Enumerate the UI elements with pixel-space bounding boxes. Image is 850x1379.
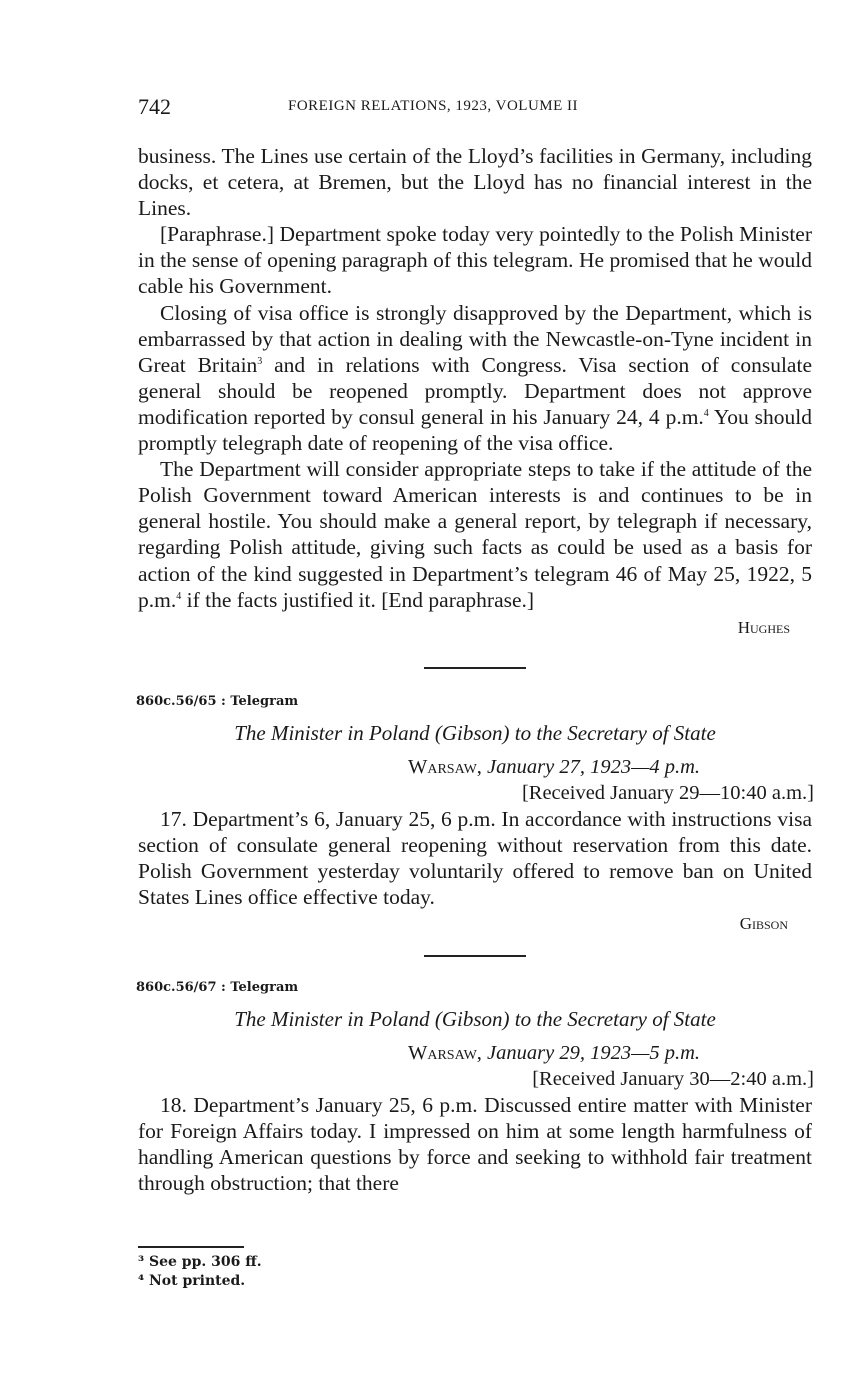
footnote-rule — [138, 1246, 244, 1248]
received-line: [Received January 30—2:40 a.m.] — [532, 1067, 814, 1090]
footnote-ref: 4 — [176, 590, 182, 602]
paragraph-text: and in relations with Congress. Visa section of consulate general should be reopened promptly. Department does not approve modification reported by consul general in his January 24, 4 p.m. — [138, 352, 812, 429]
footnote: ³ See pp. 306 ff. — [138, 1253, 262, 1270]
document-title: The Minister in Poland (Gibson) to the Secretary of State — [234, 1006, 716, 1031]
paragraph: 18. Department’s January 25, 6 p.m. Discussed entire matter with Minister for Foreign Affairs today. I impressed on him at some length harmfulness of handling American questions by force and seeking to withhold fair treatment through obstruction; that there — [138, 1093, 812, 1196]
paragraph-text: The Department will consider appropriate steps to take if the attitude of the Polish Government toward American interests is and continues to be in general hostile. You should make a general report, by telegraph if necessary, regarding Polish attitude, giving such facts as could be used as a basis for action of the kind suggested in Department’s telegram 46 of May 25, 1922, 5 p.m. — [138, 457, 812, 612]
footnote-ref: 3 — [257, 355, 263, 367]
section-divider — [424, 667, 526, 669]
paragraph: business. The Lines use certain of the Lloyd’s facilities in Germany, including docks, et cetera, at Bremen, but the Lloyd has no financial interest in the Lines. — [138, 144, 812, 221]
section-divider — [424, 955, 526, 957]
footnotes — [138, 1246, 438, 1291]
document-reference: 860c.56/65 : Telegram — [136, 693, 299, 709]
paragraph-text: You should promptly telegraph date of reopening of the visa office. — [138, 404, 812, 456]
footnote-ref: 4 — [703, 407, 709, 419]
paragraph-text: Closing of visa office is strongly disapproved by the Department, which is embarrassed by that action in dealing with the Newcastle-on-Tyne incident in Great Britain — [138, 300, 812, 377]
received-line: [Received January 29—10:40 a.m.] — [521, 782, 814, 805]
document-title: The Minister in Poland (Gibson) to the Secretary of State — [234, 720, 716, 745]
page-number: 742 — [138, 94, 171, 119]
dateline — [138, 754, 812, 780]
paragraph — [138, 456, 812, 613]
running-head: FOREIGN RELATIONS, 1923, VOLUME II — [288, 98, 579, 114]
page-header — [138, 94, 810, 124]
dateline-place: Warsaw, — [408, 755, 482, 778]
signature: Gibson — [739, 913, 788, 933]
dateline-date: January 27, 1923—4 p.m. — [481, 755, 701, 778]
page-body — [138, 143, 812, 1196]
paragraph — [138, 300, 812, 457]
dateline-place: Warsaw, — [408, 1041, 482, 1064]
dateline — [138, 1040, 812, 1066]
document-reference: 860c.56/67 : Telegram — [136, 979, 299, 995]
footnote: ⁴ Not printed. — [138, 1272, 246, 1289]
signature: Hughes — [737, 617, 790, 637]
dateline-date: January 29, 1923—5 p.m. — [481, 1041, 701, 1064]
paragraph: 17. Department’s 6, January 25, 6 p.m. In accordance with instructions visa section of consulate general reopening without reservation from this date. Polish Government yesterday voluntarily offered to remove ban on United States Lines office effective today. — [138, 807, 812, 910]
paragraph: [Paraphrase.] Department spoke today very pointedly to the Polish Minister in the sense of opening paragraph of this telegram. He promised that he would cable his Government. — [138, 222, 812, 299]
paragraph-text: if the facts justified it. [End paraphrase.] — [181, 587, 535, 612]
